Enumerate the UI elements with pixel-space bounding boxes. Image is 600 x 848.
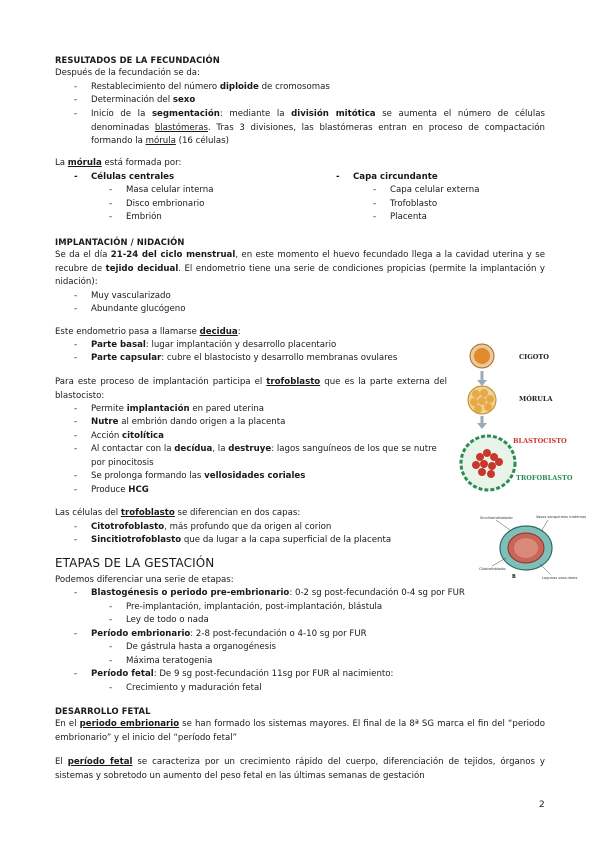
list-item-segmentacion: - Inicio de la segmentación: mediante la división mitótica se aumenta el número de células denominadas blastómeras. Tras 3 divisiones, las blastómeras entran en proceso de compactación formando la mórula (16 células) [91, 108, 545, 149]
list-item: - Capa celular externa [390, 184, 479, 198]
section-title-etapas: ETAPAS DE LA GESTACIÓN [55, 556, 215, 570]
page-number: 2 [539, 800, 545, 810]
blastocisto-shape [461, 436, 515, 490]
list-item: - Abundante glucógeno [91, 303, 186, 317]
list-item: - Al contactar con la decídua, la destruye: lagos sanguíneos de los que se nutre por pinocitosis [91, 443, 447, 470]
morula-left-title: - Células centrales [91, 171, 174, 185]
figure2-label-vasos: Vasos sanguíneos maternos [536, 515, 587, 519]
desarrollo-paragraph-2: El período fetal se caracteriza por un crecimiento rápido del cuerpo, diferenciación de tejidos, órganos y sistemas y sobretodo un aumento del peso fetal en las últimas semanas de gestación [55, 757, 545, 781]
figure-label-trofoblasto: TROFOBLASTO [516, 474, 573, 482]
list-item: - Permite implantación en pared uterina [91, 403, 264, 417]
cigoto-nucleus [474, 348, 490, 364]
fecundacion-intro: Después de la fecundación se da: [55, 68, 200, 78]
figure2-marker: B [512, 574, 516, 580]
section-title-implantacion: IMPLANTACIÓN / NIDACIÓN [55, 237, 185, 247]
list-item: - Parte capsular: cubre el blastocisto y desarrollo membranas ovulares [91, 352, 397, 366]
morula-intro: La mórula está formada por: [55, 158, 182, 168]
list-item: - Ley de todo o nada [126, 614, 209, 628]
trofoblasto-section-figure [478, 512, 587, 584]
list-item: - Restablecimiento del número diploide de cromosomas [91, 81, 330, 95]
period-item: - Período embrionario: 2-8 post-fecundación o 4-10 sg por FUR [91, 628, 367, 642]
inner-mass [514, 538, 538, 558]
figure2-label-sincitio: Sincitiotrofoblasto [480, 516, 513, 520]
arrow-head-icon [477, 423, 487, 429]
list-item: - Trofoblasto [390, 198, 437, 212]
period-item: - Período fetal: De 9 sg post-fecundación 11sg por FUR al nacimiento: [91, 668, 393, 682]
figure-label-cigoto: CIGOTO [519, 353, 549, 361]
list-item: - Se prolonga formando las vellosidades coriales [91, 470, 305, 484]
list-item: - De gástrula hasta a organogénesis [126, 641, 276, 655]
list-item: - Disco embrionario [126, 198, 204, 212]
list-item: - Masa celular interna [126, 184, 214, 198]
list-item: - Embrión [126, 211, 162, 225]
decidua-intro: Este endometrio pasa a llamarse decidua: [55, 327, 241, 337]
morula-right-title: - Capa circundante [353, 171, 438, 185]
list-item: - Muy vascularizado [91, 290, 171, 304]
list-item: - Pre-implantación, implantación, post-implantación, blástula [126, 601, 382, 615]
period-item: - Blastogénesis o periodo pre-embrionario: 0-2 sg post-fecundación 0-4 sg por FUR [91, 587, 465, 601]
arrow-head-icon [477, 380, 487, 386]
list-item: - Máxima teratogenia [126, 655, 212, 669]
figure-label-morula: MÓRULA [519, 395, 553, 403]
list-item: - Crecimiento y maduración fetal [126, 682, 262, 696]
list-item: - Citotrofoblasto, más profundo que da origen al corion [91, 521, 331, 535]
capas-intro: Las células del trofoblasto se diferencian en dos capas: [55, 508, 301, 518]
list-item: - Nutre al embrión dando origen a la placenta [91, 416, 285, 430]
implantacion-paragraph: Se da el día 21-24 del ciclo menstrual, en este momento el huevo fecundado llega a la cavidad uterina y se recubre de tejido decidual. El endometrio tiene una serie de condiciones propicias (permite la implantación y nidación): [55, 250, 545, 288]
morula-shape [468, 386, 496, 414]
list-item: - Produce HCG [91, 484, 149, 498]
list-item: - Parte basal: lugar implantación y desarrollo placentario [91, 339, 336, 353]
list-item: - Placenta [390, 211, 427, 225]
section-title-fecundacion: RESULTADOS DE LA FECUNDACIÓN [55, 55, 220, 65]
list-item: - Sincitiotrofoblasto que da lugar a la capa superficial de la placenta [91, 534, 391, 548]
embryo-development-figure [458, 340, 573, 500]
section-title-desarrollo: DESARROLLO FETAL [55, 706, 151, 716]
figure-label-blastocisto: BLASTOCISTO [513, 437, 567, 445]
figure2-label-cito: Citotrofoblasto [479, 567, 506, 571]
list-item: - Acción citolítica [91, 430, 164, 444]
list-item: - Determinación del sexo [91, 94, 195, 108]
etapas-intro: Podemos diferenciar una serie de etapas: [55, 575, 234, 585]
desarrollo-paragraph-1: En el periodo embrionario se han formado los sistemas mayores. El final de la 8ª SG marca el fin del “periodo embrionario” y el inicio del “período fetal” [55, 719, 545, 743]
trofoblasto-intro: Para este proceso de implantación participa el trofoblasto que es la parte externa del blastocisto: [55, 377, 447, 401]
figure2-label-lagunas: Lagunas vasculares [542, 576, 578, 580]
